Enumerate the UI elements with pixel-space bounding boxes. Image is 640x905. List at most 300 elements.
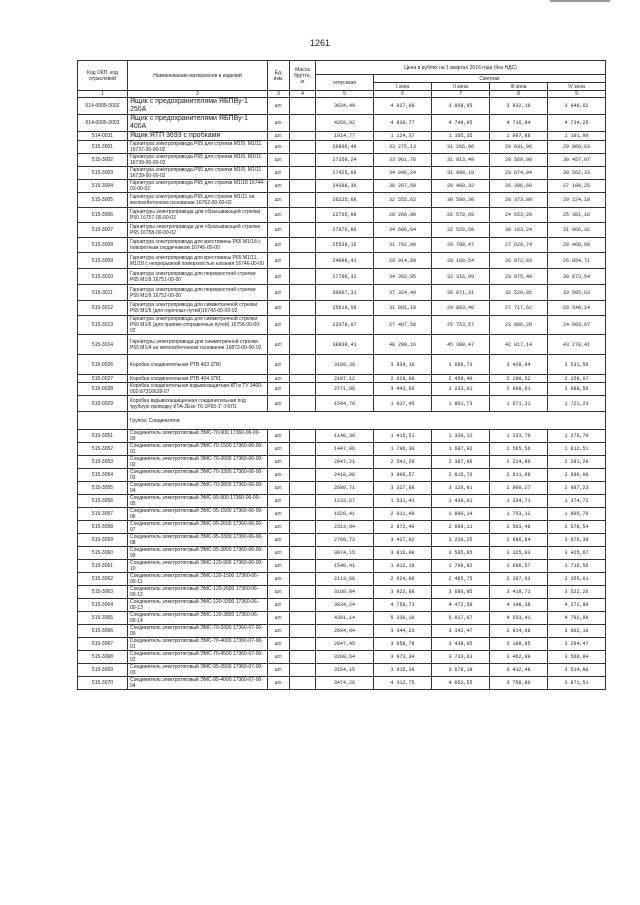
row-code: 515-3014 — [78, 335, 128, 355]
row-name: Гарнитура электропривода для перекрестной стрелки Р50 М1/9 16752-00-00 — [128, 285, 268, 301]
row-name: Соединитель электротяговый ЭМС-95-3300 17360-06-00-08 — [128, 534, 268, 547]
row-price-release: 1140,30 — [316, 430, 374, 443]
row-code: 515-3011 — [78, 285, 128, 301]
row-mass — [290, 154, 316, 167]
row-mass — [290, 599, 316, 612]
row-price-zone3: 2 214,86 — [490, 456, 548, 469]
row-price-release: 2947,45 — [316, 638, 374, 651]
row-price-zone4: 3 946,62 — [548, 98, 606, 115]
table-body — [78, 98, 606, 690]
row-code: 515-3063 — [78, 586, 128, 599]
row-price-zone2: 28 109,54 — [432, 253, 490, 269]
row-price-zone4: 30 562,33 — [548, 167, 606, 180]
row-price-zone2: 2 699,11 — [432, 521, 490, 534]
row-price-zone4: 1 721,23 — [548, 396, 606, 412]
row-price-zone3: 2 986,84 — [490, 534, 548, 547]
row-price-zone3: 1 565,56 — [490, 443, 548, 456]
price-table — [77, 60, 606, 690]
row-price-release: 24398,36 — [316, 180, 374, 193]
table-row — [78, 154, 606, 167]
table-row — [78, 482, 606, 495]
row-name: Соединитель электротяговый ЭМС-95-2600 17360-06-00-07 — [128, 521, 268, 534]
table-row — [78, 664, 606, 677]
row-code: 515-0026 — [78, 355, 128, 375]
row-price-zone1: 4 759,73 — [374, 599, 432, 612]
row-price-zone4: 33 505,63 — [548, 285, 606, 301]
row-price-zone2: 3 958,95 — [432, 98, 490, 115]
row-price-release: 1014,77 — [316, 132, 374, 141]
row-price-release: 27706,32 — [316, 269, 374, 285]
row-unit: шт. — [268, 115, 290, 132]
row-price-zone1: 1 912,18 — [374, 560, 432, 573]
row-price-zone3: 3 462,99 — [490, 651, 548, 664]
row-name: Гарнитуры электропривода для симметричной стрелки Р65 М1/4 на железобетонном основании 16873-00-00-02 — [128, 335, 268, 355]
row-price-zone4: 2 690,00 — [548, 469, 606, 482]
row-mass — [290, 651, 316, 664]
row-price-zone3: 2 900,27 — [490, 482, 548, 495]
row-mass — [290, 269, 316, 285]
header-name: Наименование материалов и изделий — [128, 61, 268, 91]
row-price-release: 2771,80 — [316, 383, 374, 396]
row-price-release: 1540,41 — [316, 560, 374, 573]
row-name: Соединитель электротяговый ЭМС-70-3300 17360-07-00-00 — [128, 625, 268, 638]
row-unit: шт. — [268, 456, 290, 469]
row-price-zone3: 29 674,84 — [490, 167, 548, 180]
row-price-zone4: 1 805,70 — [548, 508, 606, 521]
row-price-zone1: 3 006,57 — [374, 469, 432, 482]
row-price-release: 2760,73 — [316, 534, 374, 547]
row-price-zone1: 30 287,50 — [374, 180, 432, 193]
row-mass — [290, 508, 316, 521]
row-price-zone1: 4 027,09 — [374, 98, 432, 115]
row-code: 514-0031 — [78, 132, 128, 141]
table-row — [78, 625, 606, 638]
row-price-release: 4301,14 — [316, 612, 374, 625]
row-price-release: 3474,26 — [316, 677, 374, 690]
table-row — [78, 396, 606, 412]
table-row — [78, 316, 606, 335]
row-mass — [290, 238, 316, 253]
row-unit: шт. — [268, 638, 290, 651]
table-row — [78, 677, 606, 690]
row-price-zone2: 1 687,92 — [432, 443, 490, 456]
row-price-release: 30067,31 — [316, 285, 374, 301]
row-price-zone4: 1 270,70 — [548, 430, 606, 443]
row-price-release: 22765,09 — [316, 208, 374, 223]
row-mass — [290, 586, 316, 599]
row-price-zone2: 32 316,09 — [432, 269, 490, 285]
column-numbers-row — [78, 91, 606, 98]
row-price-zone2: 4 749,05 — [432, 115, 490, 132]
row-mass — [290, 115, 316, 132]
table-row — [78, 141, 606, 154]
row-code: 515-3066 — [78, 625, 128, 638]
row-price-zone3: 2 503,48 — [490, 521, 548, 534]
row-price-zone2: 28 460,32 — [432, 180, 490, 193]
table-row — [78, 573, 606, 586]
row-code: 515-3008 — [78, 238, 128, 253]
row-price-zone1: 2 541,29 — [374, 456, 432, 469]
header-mass: Масса брутто, кг — [290, 61, 316, 91]
row-name: Соединитель электротяговый ЭМС-120-3800 17360-06-00-14 — [128, 612, 268, 625]
row-mass — [290, 223, 316, 238]
row-code: 515-3001 — [78, 141, 128, 154]
row-mass — [290, 355, 316, 375]
row-price-zone2: 3 438,05 — [432, 638, 490, 651]
row-price-zone3: 1 671,21 — [490, 396, 548, 412]
row-price-zone2: 3 733,63 — [432, 651, 490, 664]
row-code: 515-3067 — [78, 638, 128, 651]
row-price-zone4: 30 873,54 — [548, 269, 606, 285]
row-mass — [290, 612, 316, 625]
row-unit: шт. — [268, 482, 290, 495]
row-price-release: 2418,08 — [316, 469, 374, 482]
row-price-zone3: 2 611,68 — [490, 469, 548, 482]
row-price-zone2: 2 459,40 — [432, 375, 490, 383]
row-price-zone1: 4 312,75 — [374, 677, 432, 690]
row-price-zone2: 45 300,47 — [432, 335, 490, 355]
row-code: 515-3069 — [78, 664, 128, 677]
row-mass — [290, 495, 316, 508]
row-mass — [290, 193, 316, 208]
row-code: 515-3010 — [78, 269, 128, 285]
row-price-zone2: 3 696,73 — [432, 355, 490, 375]
row-unit: шт. — [268, 238, 290, 253]
row-price-zone3: 4 716,94 — [490, 115, 548, 132]
row-code: 515-3053 — [78, 456, 128, 469]
row-price-zone3: 26 072,03 — [490, 253, 548, 269]
row-unit: шт. — [268, 355, 290, 375]
row-unit: шт. — [268, 316, 290, 335]
row-price-zone1: 2 624,06 — [374, 573, 432, 586]
row-price-zone2: 32 520,59 — [432, 223, 490, 238]
row-code: 515-3007 — [78, 223, 128, 238]
row-price-zone1: 3 427,02 — [374, 534, 432, 547]
row-mass — [290, 625, 316, 638]
table-row — [78, 495, 606, 508]
header-zone2: II зона — [432, 83, 490, 91]
row-code: 515-3002 — [78, 154, 128, 167]
row-price-zone1: 31 801,10 — [374, 301, 432, 316]
row-unit: шт. — [268, 547, 290, 560]
row-price-zone1: 34 046,24 — [374, 167, 432, 180]
row-code: 515-3057 — [78, 508, 128, 521]
row-price-zone1: 1 531,41 — [374, 495, 432, 508]
row-price-zone1: 3 344,23 — [374, 625, 432, 638]
row-mass — [290, 383, 316, 396]
row-code: 515-3013 — [78, 316, 128, 335]
row-price-zone3: 42 017,14 — [490, 335, 548, 355]
row-price-zone4: 1 612,51 — [548, 443, 606, 456]
col-num: 3 — [268, 91, 290, 98]
table-row — [78, 560, 606, 573]
row-price-release: 26806,46 — [316, 141, 374, 154]
table-row — [78, 443, 606, 456]
row-unit: шт. — [268, 154, 290, 167]
row-price-release: 27359,24 — [316, 154, 374, 167]
table-row — [78, 132, 606, 141]
row-price-release: 2113,60 — [316, 573, 374, 586]
table-row — [78, 285, 606, 301]
row-price-zone4: 24 603,67 — [548, 316, 606, 335]
row-price-zone2: 3 220,25 — [432, 534, 490, 547]
row-price-zone4: 3 514,80 — [548, 664, 606, 677]
col-num: 5 — [316, 91, 374, 98]
row-code: 515-0028 — [78, 383, 128, 396]
table-row — [78, 180, 606, 193]
row-price-zone3: 3 932,19 — [490, 98, 548, 115]
row-mass — [290, 132, 316, 141]
row-price-zone3: 29 031,96 — [490, 141, 548, 154]
row-name: Гарнитура электропривода для симметричной стрелки Р50 М1/6 (для приемо-отправочных путей) 16756-00-00-02 — [128, 316, 268, 335]
row-price-zone2: 1 801,73 — [432, 396, 490, 412]
row-unit: шт. — [268, 208, 290, 223]
row-price-zone2: 31 913,49 — [432, 154, 490, 167]
row-mass — [290, 430, 316, 443]
group-label: Группа: Соединители — [128, 412, 606, 430]
row-mass — [290, 482, 316, 495]
row-price-zone2: 3 233,01 — [432, 383, 490, 396]
col-num: 2 — [128, 91, 268, 98]
col-num: 4 — [290, 91, 316, 98]
row-name: Соединитель электротяговый ЭМС-70-3800 17360-06-00-04 — [128, 482, 268, 495]
table-row — [78, 335, 606, 355]
group-row — [78, 412, 606, 430]
row-price-zone2: 31 990,19 — [432, 167, 490, 180]
row-price-zone1: 28 260,90 — [374, 208, 432, 223]
row-price-zone2: 26 578,69 — [432, 208, 490, 223]
row-mass — [290, 285, 316, 301]
row-price-zone1: 37 324,49 — [374, 285, 432, 301]
row-price-zone1: 2 872,40 — [374, 521, 432, 534]
row-price-zone2: 3 686,95 — [432, 586, 490, 599]
row-price-zone4: 2 359,07 — [548, 375, 606, 383]
row-price-zone4: 3 076,39 — [548, 534, 606, 547]
row-price-zone1: 33 275,13 — [374, 141, 432, 154]
row-price-zone1: 1 124,37 — [374, 132, 432, 141]
row-price-zone4: 30 457,97 — [548, 154, 606, 167]
row-mass — [290, 443, 316, 456]
header-release: отпускная — [316, 75, 374, 91]
row-price-zone3: 3 325,93 — [490, 547, 548, 560]
row-price-zone3: 2 998,61 — [490, 383, 548, 396]
row-price-zone3: 1 334,71 — [490, 495, 548, 508]
row-unit: шт. — [268, 180, 290, 193]
row-price-zone1: 1 415,51 — [374, 430, 432, 443]
row-price-zone2: 3 142,47 — [432, 625, 490, 638]
row-price-zone2: 4 052,55 — [432, 677, 490, 690]
row-name: Соединитель электротяговый ЭМС-95-3500 17360-07-00-03 — [128, 664, 268, 677]
row-price-zone1: 27 407,58 — [374, 316, 432, 335]
row-unit: шт. — [268, 253, 290, 269]
row-code: 515-3055 — [78, 482, 128, 495]
row-price-zone3: 2 914,68 — [490, 625, 548, 638]
row-name: Гарнитура электропривода для симметричной стрелки Р65 М1/6 (для горочных путей)16743-00-00-02 — [128, 301, 268, 316]
row-mass — [290, 141, 316, 154]
row-price-zone2: 3 679,18 — [432, 664, 490, 677]
row-price-release: 38838,41 — [316, 335, 374, 355]
row-price-zone3: 28 373,80 — [490, 193, 548, 208]
table-row — [78, 208, 606, 223]
row-code: 514-0005-0003 — [78, 115, 128, 132]
row-code: 515-3056 — [78, 495, 128, 508]
row-name: Гарнитура электропривода Р50 для стрелки М1/9, М1/11 16739-00-00-02 — [128, 167, 268, 180]
row-price-zone2: 35 071,31 — [432, 285, 490, 301]
row-price-zone4: 26 854,71 — [548, 253, 606, 269]
row-code: 515-3052 — [78, 443, 128, 456]
row-code: 515-3051 — [78, 430, 128, 443]
row-price-release: 25619,56 — [316, 301, 374, 316]
row-price-release: 3200,64 — [316, 651, 374, 664]
row-code: 515-3061 — [78, 560, 128, 573]
row-unit: шт. — [268, 651, 290, 664]
row-price-zone1: 2 011,49 — [374, 508, 432, 521]
row-code: 515-3068 — [78, 651, 128, 664]
row-name: Гарнитура электропривода для крестовины Р65 М1/18 с поворотным сердечником 16745-00-00 — [128, 238, 268, 253]
row-price-zone4: 2 578,54 — [548, 521, 606, 534]
row-price-release: 3154,15 — [316, 664, 374, 677]
table-row — [78, 599, 606, 612]
row-price-release: 3834,24 — [316, 599, 374, 612]
row-price-zone1: 3 915,39 — [374, 664, 432, 677]
row-price-zone2: 4 472,58 — [432, 599, 490, 612]
row-code: 515-0027 — [78, 375, 128, 383]
row-price-zone2: 5 017,07 — [432, 612, 490, 625]
table-row — [78, 167, 606, 180]
row-price-zone3: 29 975,49 — [490, 269, 548, 285]
row-unit: шт. — [268, 469, 290, 482]
row-price-zone3: 29 569,98 — [490, 154, 548, 167]
row-price-zone1: 3 443,66 — [374, 383, 432, 396]
row-price-zone1: 32 555,62 — [374, 193, 432, 208]
row-mass — [290, 253, 316, 269]
row-unit: шт. — [268, 193, 290, 208]
row-name: Соединитель электротяговый ЭМС-70-2600 17360-06-00-02 — [128, 456, 268, 469]
row-price-zone2: 31 266,96 — [432, 141, 490, 154]
row-price-zone1: 2 628,00 — [374, 375, 432, 383]
row-mass — [290, 573, 316, 586]
row-price-zone4: 2 987,23 — [548, 482, 606, 495]
table-row — [78, 301, 606, 316]
row-code: 515-3004 — [78, 180, 128, 193]
row-price-zone1: 3 327,68 — [374, 482, 432, 495]
col-num: 6 — [374, 91, 432, 98]
row-price-zone4: 25 381,18 — [548, 208, 606, 223]
row-price-zone4: 1 101,90 — [548, 132, 606, 141]
col-num: 7 — [432, 91, 490, 98]
row-price-zone1: 29 914,89 — [374, 253, 432, 269]
row-unit: шт. — [268, 396, 290, 412]
row-mass — [290, 208, 316, 223]
row-price-zone3: 27 717,62 — [490, 301, 548, 316]
row-code: 514-0005-0002 — [78, 98, 128, 115]
row-name: Соединитель электротяговый ЭМС-70-4500 17360-07-00-02 — [128, 651, 268, 664]
table-row — [78, 375, 606, 383]
row-unit: шт. — [268, 612, 290, 625]
row-price-zone1: 3 816,08 — [374, 547, 432, 560]
row-price-zone1: 34 606,64 — [374, 223, 432, 238]
table-row — [78, 534, 606, 547]
row-price-zone4: 1 374,72 — [548, 495, 606, 508]
table-row — [78, 469, 606, 482]
row-price-release: 4359,92 — [316, 115, 374, 132]
row-name: Гарнитура электропривода Р65 для стрелки М1/9, М1/11 16739-00-00-02 — [128, 154, 268, 167]
row-code: 515-3003 — [78, 167, 128, 180]
row-code: 515-3062 — [78, 573, 128, 586]
table-row — [78, 521, 606, 534]
row-price-release: 1544,70 — [316, 396, 374, 412]
row-name: Коробка взрывозащищенная соединительная под трубную проводку КТА-2Exe Т6-1Р65-1"-УХЛ1 — [128, 396, 268, 412]
row-unit: шт. — [268, 383, 290, 396]
row-price-zone2: 25 753,57 — [432, 316, 490, 335]
row-price-release: 27425,66 — [316, 167, 374, 180]
row-price-zone3: 4 653,41 — [490, 612, 548, 625]
row-price-zone4: 3 531,56 — [548, 355, 606, 375]
row-price-zone3: 4 148,38 — [490, 599, 548, 612]
row-name: Соединитель электротяговый ЭМС-70-3300 17360-06-00-03 — [128, 469, 268, 482]
row-price-zone4: 28 460,60 — [548, 238, 606, 253]
row-unit: шт. — [268, 495, 290, 508]
row-price-zone3: 3 758,80 — [490, 677, 548, 690]
row-price-zone4: 1 716,56 — [548, 560, 606, 573]
row-price-zone2: 2 815,76 — [432, 469, 490, 482]
row-price-zone3: 1 666,57 — [490, 560, 548, 573]
row-mass — [290, 547, 316, 560]
row-unit: шт. — [268, 573, 290, 586]
table-row — [78, 508, 606, 521]
table-row — [78, 586, 606, 599]
row-mass — [290, 469, 316, 482]
header-code: Код ОКП, код отраслевой — [78, 61, 128, 91]
row-mass — [290, 664, 316, 677]
table-row — [78, 651, 606, 664]
row-unit: шт. — [268, 664, 290, 677]
row-price-release: 2047,21 — [316, 456, 374, 469]
header-zone1: I зона — [374, 83, 432, 91]
row-name: Соединитель электротяговый ЭМС-120-3300 17360-06-00-13 — [128, 599, 268, 612]
row-name: Соединитель электротяговый ЭМС-95-4000 17360-07-00-04 — [128, 677, 268, 690]
row-price-zone4: 29 869,63 — [548, 141, 606, 154]
header-zone4: IV зона — [548, 83, 606, 91]
row-name: Соединитель электротяговый ЭМС-70-900 17360-06-00-00 — [128, 430, 268, 443]
row-price-release: 3189,39 — [316, 355, 374, 375]
row-price-release: 1233,67 — [316, 495, 374, 508]
row-name: Соединитель электротяговый ЭМС-95-900 17360-06-00-05 — [128, 495, 268, 508]
row-price-zone4: 4 272,80 — [548, 599, 606, 612]
row-code: 515-3009 — [78, 253, 128, 269]
row-unit: шт. — [268, 534, 290, 547]
row-price-release: 22078,07 — [316, 316, 374, 335]
row-price-release: 2694,04 — [316, 625, 374, 638]
row-price-zone4: 2 281,29 — [548, 456, 606, 469]
row-unit: шт. — [268, 430, 290, 443]
row-price-zone2: 30 590,30 — [432, 193, 490, 208]
row-price-release: 3634,49 — [316, 98, 374, 115]
row-price-release: 2313,94 — [316, 521, 374, 534]
row-code: 515-3012 — [78, 301, 128, 316]
row-mass — [290, 560, 316, 573]
row-price-release: 3074,15 — [316, 547, 374, 560]
row-unit: шт. — [268, 521, 290, 534]
row-unit: шт. — [268, 285, 290, 301]
row-unit: шт. — [268, 677, 290, 690]
row-price-zone2: 2 465,75 — [432, 573, 490, 586]
row-price-zone4: 3 088,56 — [548, 383, 606, 396]
row-price-zone4: 29 224,18 — [548, 193, 606, 208]
row-mass — [290, 396, 316, 412]
row-price-zone2: 1 105,35 — [432, 132, 490, 141]
table-row — [78, 547, 606, 560]
